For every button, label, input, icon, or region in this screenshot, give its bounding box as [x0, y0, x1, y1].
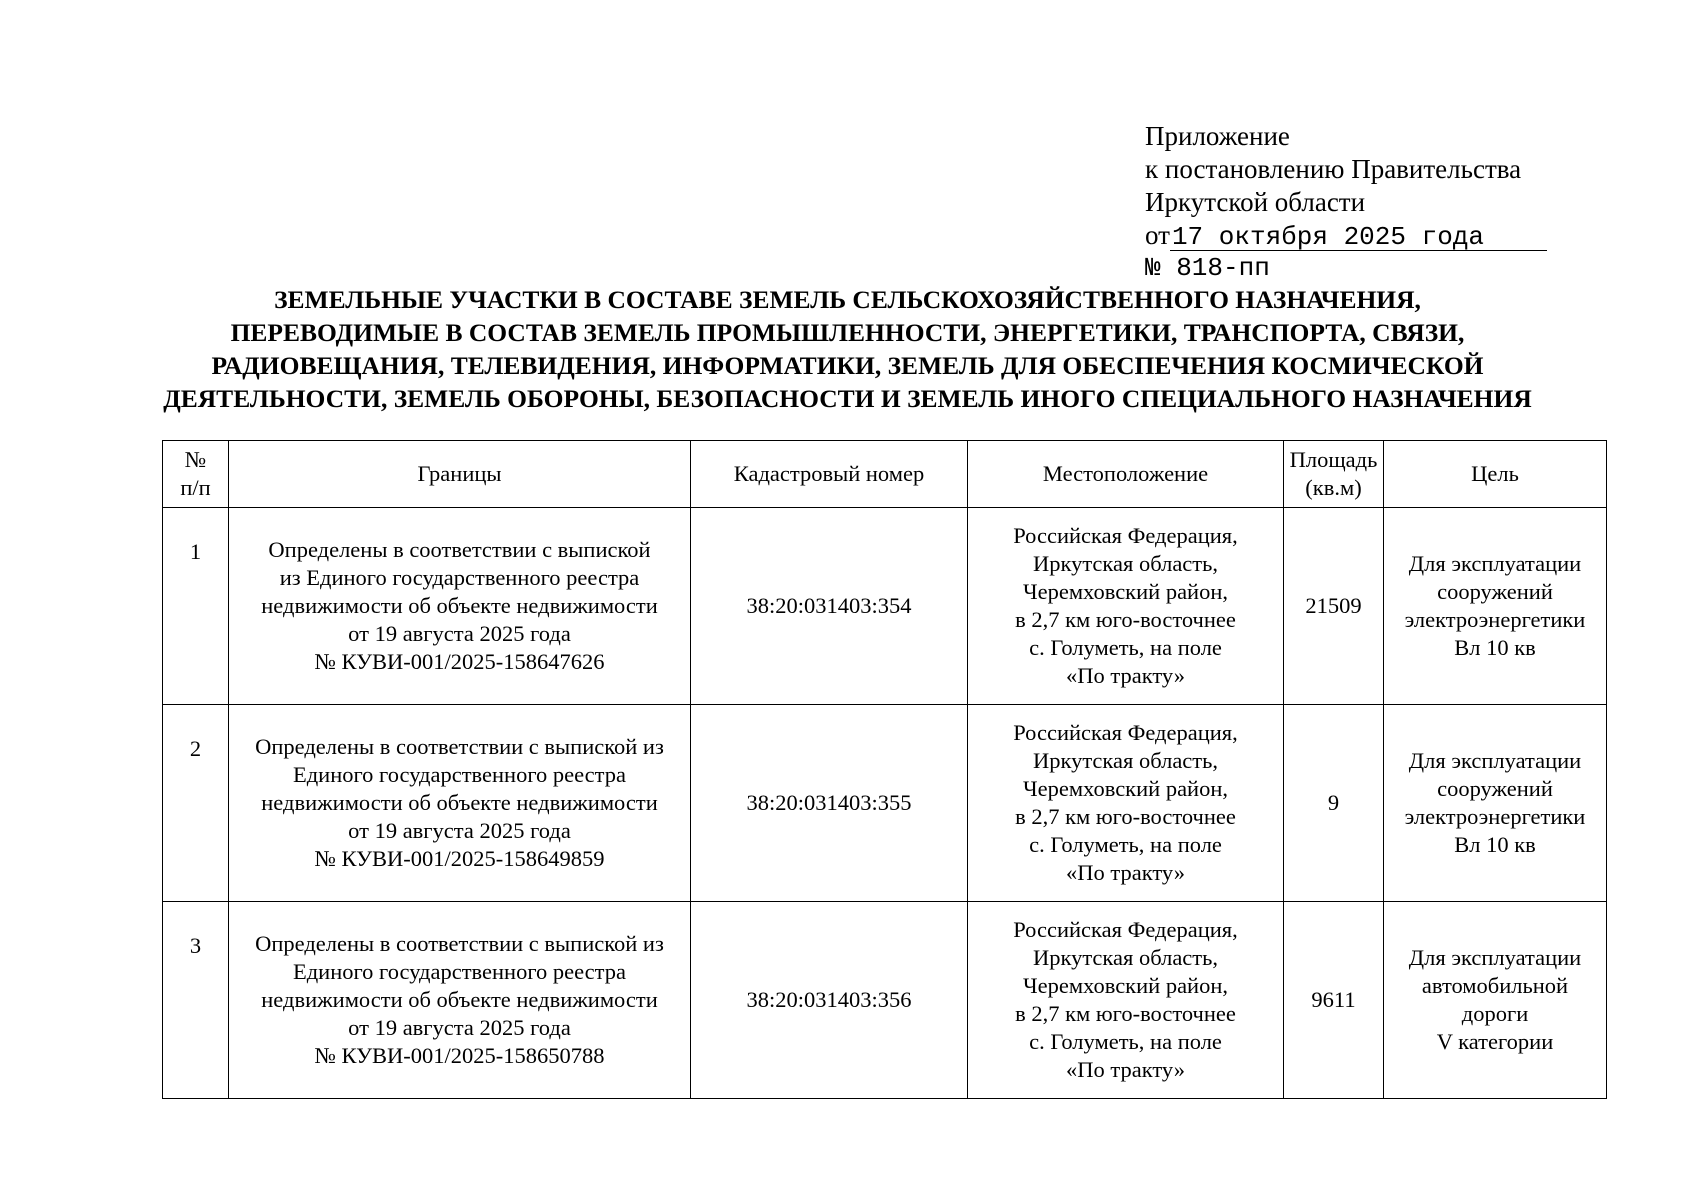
- header-location: Местоположение: [968, 441, 1284, 508]
- bounds-line: недвижимости об объекте недвижимости: [261, 790, 658, 815]
- location-line: Иркутская область,: [1032, 945, 1219, 970]
- title-line: ДЕЯТЕЛЬНОСТИ, ЗЕМЕЛЬ ОБОРОНЫ, БЕЗОПАСНОСТИ И ЗЕМЕЛЬ ИНОГО СПЕЦИАЛЬНОГО НАЗНАЧЕНИЯ: [163, 384, 1532, 413]
- bounds-line: Единого государственного реестра: [292, 762, 627, 787]
- purpose-line: Вл 10 кв: [1454, 635, 1536, 660]
- header-area: [1284, 441, 1384, 508]
- bounds-line: из Единого государственного реестра: [279, 565, 640, 590]
- bounds-line: от 19 августа 2025 года: [348, 1015, 571, 1040]
- location-line: Черемховский район,: [1022, 776, 1229, 801]
- location-line: в 2,7 км юго-восточнее: [1015, 804, 1236, 829]
- appendix-line: Иркутской области: [1145, 187, 1366, 217]
- cell-bounds: [229, 508, 691, 705]
- appendix-line: Приложение: [1145, 121, 1290, 151]
- date-prefix: от: [1145, 220, 1170, 250]
- purpose-line: V категории: [1436, 1029, 1554, 1054]
- row-number: 2: [163, 705, 229, 902]
- title-line: РАДИОВЕЩАНИЯ, ТЕЛЕВИДЕНИЯ, ИНФОРМАТИКИ, ЗЕМЕЛЬ ДЛЯ ОБЕСПЕЧЕНИЯ КОСМИЧЕСКОЙ: [211, 351, 1484, 380]
- bounds-line: № КУВИ-001/2025-158650788: [314, 1043, 605, 1068]
- cell-bounds: [229, 902, 691, 1099]
- document-number: № 818-пп: [1145, 253, 1270, 283]
- header-num-line: №: [184, 447, 207, 472]
- cell-cadastral: 38:20:031403:354: [691, 508, 968, 705]
- location-line: Российская Федерация,: [1013, 917, 1238, 942]
- document-title: [60, 283, 1635, 415]
- purpose-line: сооружений: [1437, 776, 1553, 801]
- purpose-line: сооружений: [1437, 579, 1553, 604]
- purpose-line: автомобильной: [1421, 973, 1569, 998]
- location-line: Черемховский район,: [1022, 579, 1229, 604]
- title-line: ПЕРЕВОДИМЫЕ В СОСТАВ ЗЕМЕЛЬ ПРОМЫШЛЕННОСТИ, ЭНЕРГЕТИКИ, ТРАНСПОРТА, СВЯЗИ,: [230, 318, 1465, 347]
- date-value: 17 октября 2025 года: [1170, 224, 1547, 251]
- cell-cadastral: 38:20:031403:356: [691, 902, 968, 1099]
- location-line: «По тракту»: [1066, 663, 1185, 688]
- cell-purpose: [1384, 902, 1607, 1099]
- location-line: Российская Федерация,: [1013, 523, 1238, 548]
- table-row: [163, 705, 1607, 902]
- cell-location: [968, 705, 1284, 902]
- header-bounds: Границы: [229, 441, 691, 508]
- location-line: в 2,7 км юго-восточнее: [1015, 607, 1236, 632]
- location-line: Иркутская область,: [1032, 748, 1219, 773]
- header-num: [163, 441, 229, 508]
- table-row: [163, 508, 1607, 705]
- cell-area: 9: [1284, 705, 1384, 902]
- location-line: «По тракту»: [1066, 1057, 1185, 1082]
- location-line: Российская Федерация,: [1013, 720, 1238, 745]
- bounds-line: от 19 августа 2025 года: [348, 621, 571, 646]
- appendix-block: [1145, 120, 1565, 285]
- bounds-line: Определены в соответствии с выпиской: [268, 537, 651, 562]
- location-line: с. Голуметь, на поле: [1029, 1029, 1222, 1054]
- appendix-date-line: [1145, 219, 1565, 252]
- location-line: в 2,7 км юго-восточнее: [1015, 1001, 1236, 1026]
- cell-area: 21509: [1284, 508, 1384, 705]
- location-line: «По тракту»: [1066, 860, 1185, 885]
- appendix-line: к постановлению Правительства: [1145, 154, 1522, 184]
- cell-cadastral: 38:20:031403:355: [691, 705, 968, 902]
- purpose-line: электроэнергетики: [1404, 607, 1586, 632]
- purpose-line: электроэнергетики: [1404, 804, 1586, 829]
- table-header-row: [163, 441, 1607, 508]
- header-num-line: п/п: [180, 475, 211, 500]
- location-line: с. Голуметь, на поле: [1029, 635, 1222, 660]
- purpose-line: Вл 10 кв: [1454, 832, 1536, 857]
- bounds-line: Определены в соответствии с выпиской из: [255, 734, 664, 759]
- bounds-line: Определены в соответствии с выпиской из: [255, 931, 664, 956]
- header-cadastral: Кадастровый номер: [691, 441, 968, 508]
- purpose-line: дороги: [1461, 1001, 1529, 1026]
- row-number: 1: [163, 508, 229, 705]
- header-area-line: Площадь: [1289, 447, 1378, 472]
- bounds-line: Единого государственного реестра: [292, 959, 627, 984]
- header-area-line: (кв.м): [1305, 475, 1362, 500]
- bounds-line: № КУВИ-001/2025-158649859: [314, 846, 605, 871]
- title-line: ЗЕМЕЛЬНЫЕ УЧАСТКИ В СОСТАВЕ ЗЕМЕЛЬ СЕЛЬСКОХОЗЯЙСТВЕННОГО НАЗНАЧЕНИЯ,: [274, 285, 1421, 314]
- bounds-line: от 19 августа 2025 года: [348, 818, 571, 843]
- land-plots-table: [162, 440, 1607, 1099]
- table-row: [163, 902, 1607, 1099]
- location-line: с. Голуметь, на поле: [1029, 832, 1222, 857]
- purpose-line: Для эксплуатации: [1408, 551, 1582, 576]
- bounds-line: № КУВИ-001/2025-158647626: [314, 649, 605, 674]
- location-line: Черемховский район,: [1022, 973, 1229, 998]
- location-line: Иркутская область,: [1032, 551, 1219, 576]
- cell-purpose: [1384, 508, 1607, 705]
- cell-area: 9611: [1284, 902, 1384, 1099]
- purpose-line: Для эксплуатации: [1408, 945, 1582, 970]
- header-purpose: Цель: [1384, 441, 1607, 508]
- cell-location: [968, 508, 1284, 705]
- cell-bounds: [229, 705, 691, 902]
- cell-purpose: [1384, 705, 1607, 902]
- purpose-line: Для эксплуатации: [1408, 748, 1582, 773]
- cell-location: [968, 902, 1284, 1099]
- bounds-line: недвижимости об объекте недвижимости: [261, 593, 658, 618]
- bounds-line: недвижимости об объекте недвижимости: [261, 987, 658, 1012]
- row-number: 3: [163, 902, 229, 1099]
